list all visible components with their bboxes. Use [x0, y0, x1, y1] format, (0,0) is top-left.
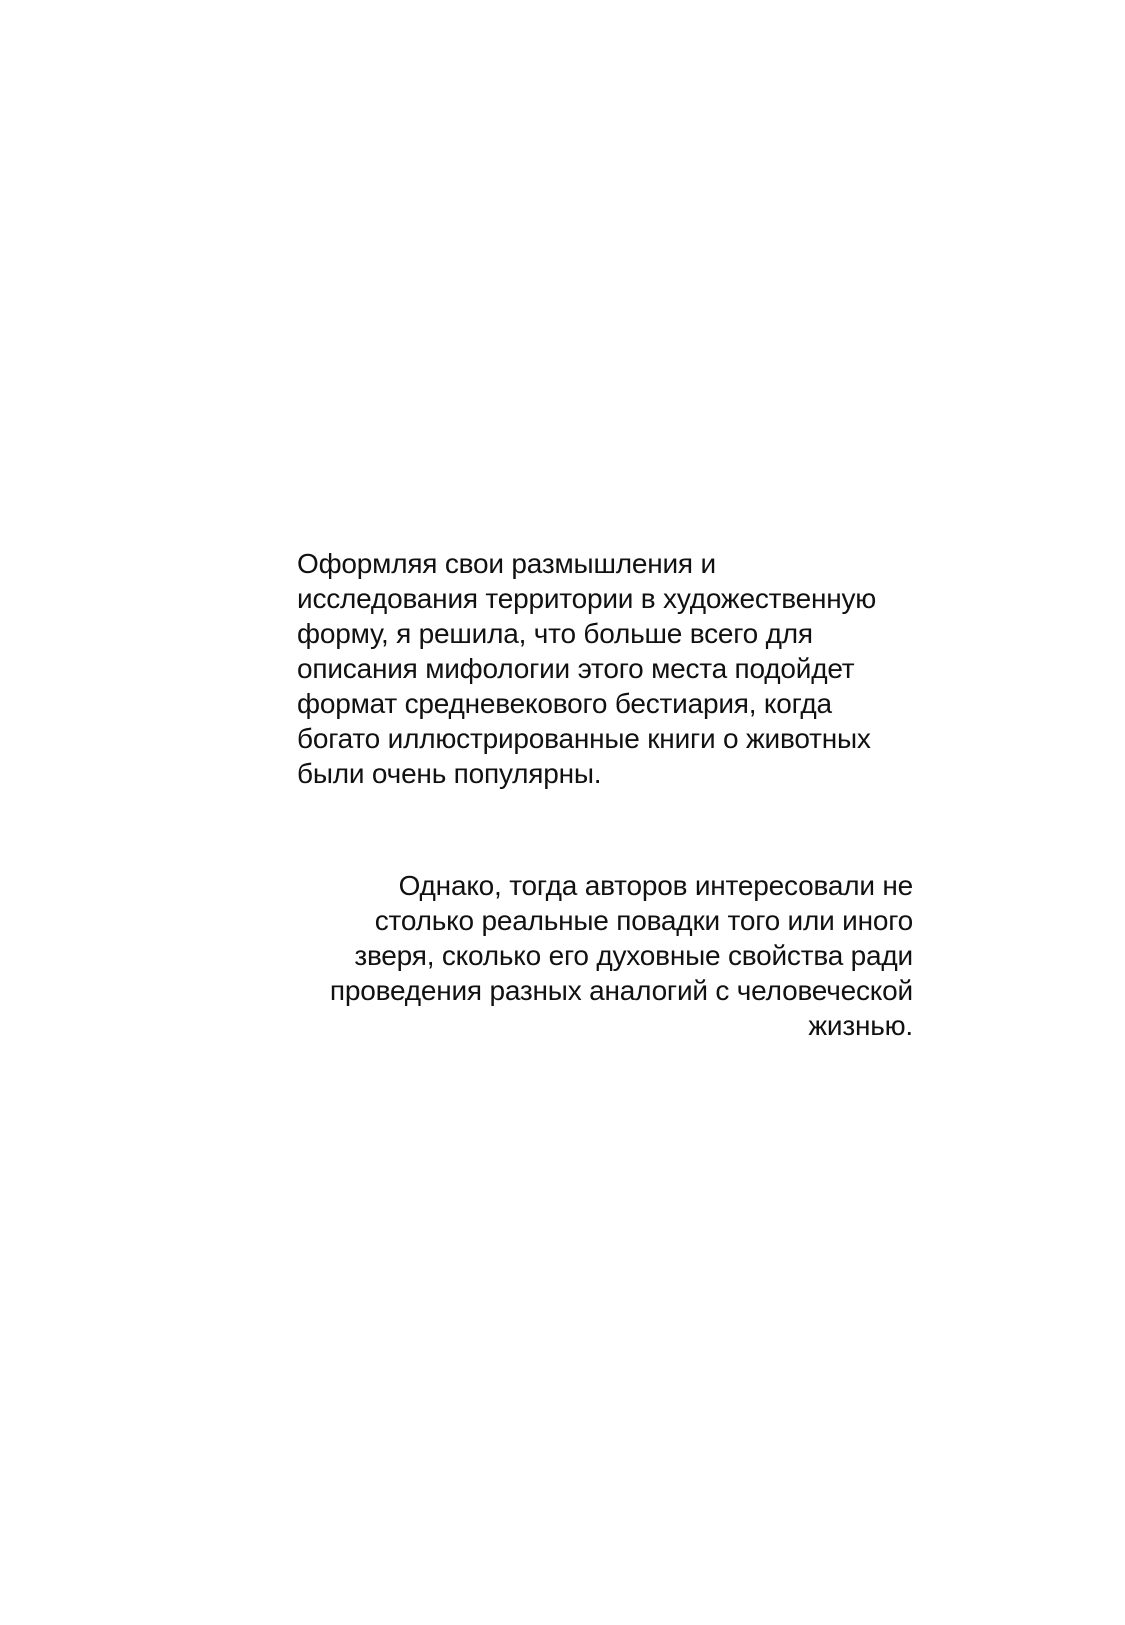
text-line: зверя, сколько его духовные свойства ради	[354, 940, 913, 971]
text-line: жизнью.	[808, 1010, 913, 1041]
text-line: Оформляя свои размышления и	[297, 548, 716, 579]
text-line: Однако, тогда авторов интересовали не	[398, 870, 913, 901]
paragraph-intro	[297, 546, 876, 791]
text-line: богато иллюстрированные книги о животных	[297, 723, 871, 754]
text-line: форму, я решила, что больше всего для	[297, 618, 813, 649]
paragraph-continuation	[330, 868, 913, 1043]
text-line: исследования территории в художественную	[297, 583, 877, 614]
text-line: проведения разных аналогий с человеческой	[329, 975, 913, 1006]
text-line: столько реальные повадки того или иного	[374, 905, 913, 936]
text-line: описания мифологии этого места подойдет	[297, 653, 855, 684]
text-line: были очень популярны.	[297, 758, 602, 789]
text-line: формат средневекового бестиария, когда	[297, 688, 832, 719]
